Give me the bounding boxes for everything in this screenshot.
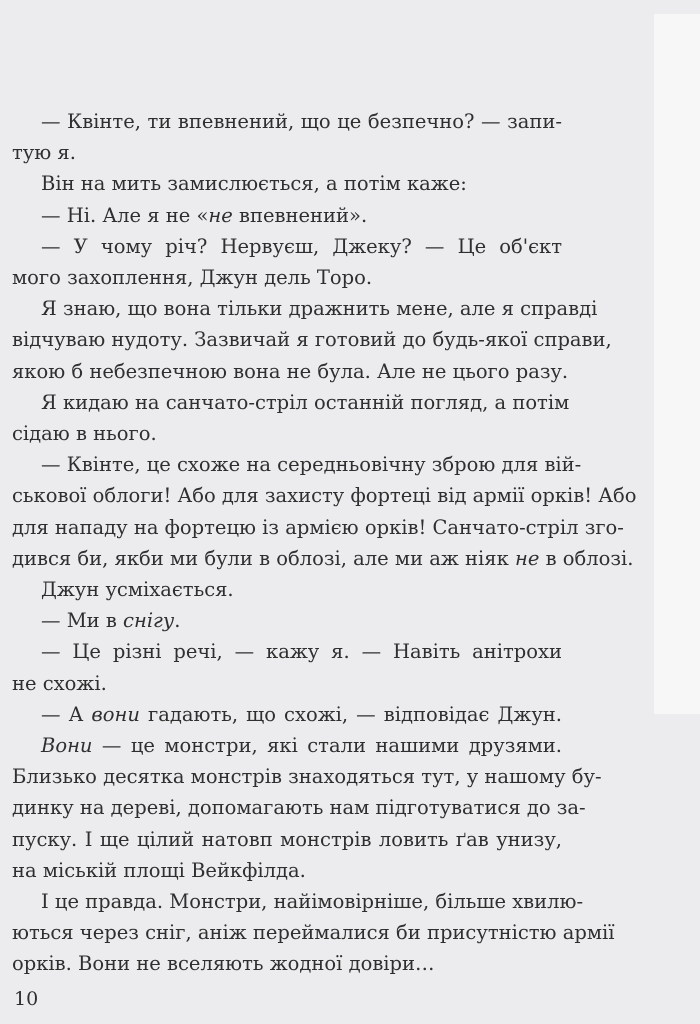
text-line — [12, 200, 562, 231]
text-line: динку на дереві, допомагають нам підготуватися до за- — [12, 796, 586, 820]
text-line — [12, 605, 562, 636]
text-line: тую я. — [12, 141, 76, 165]
text-run: дився би, якби ми були в облозі, але ми аж ніяк — [12, 546, 515, 570]
text-line: — Квінте, це схоже на середньовічну зброю для вій- — [41, 453, 582, 477]
text-run: — Ні. Але я не « — [41, 203, 209, 227]
text-line: ються через сніг, аніж переймалися би присутністю армії — [12, 921, 615, 945]
text-line: — У чому річ? Нервуєш, Джеку? — Це об'єкт — [41, 234, 562, 258]
text-line: мого захоплення, Джун дель Торо. — [12, 266, 373, 290]
text-line: Я кидаю на санчато-стріл останній погляд, а потім — [41, 390, 570, 414]
text-line — [12, 543, 634, 574]
page-number: 10 — [14, 988, 39, 1010]
text-line: І це правда. Монстри, найімовірніше, більше хвилю- — [41, 890, 584, 914]
text-run: в облозі. — [539, 546, 634, 570]
italic-run: не — [208, 203, 233, 227]
text-line: — Це різні речі, — кажу я. — Навіть анітрохи — [41, 640, 562, 664]
text-line: пуску. І ще цілий натовп монстрів ловить ґав унизу, — [12, 827, 562, 851]
text-run: гадають, що схожі, — відповідає Джун. — [139, 702, 562, 726]
text-line: якою б небезпечною вона не була. Але не цього разу. — [12, 359, 569, 383]
text-run: — Ми в — [41, 609, 124, 633]
text-line: Я знаю, що вона тільки дражнить мене, але я справді — [41, 297, 598, 321]
text-run: — це монстри, які стали нашими друзями. — [92, 734, 562, 758]
text-line: на міській площі Вейкфілда. — [12, 858, 306, 882]
text-line — [12, 699, 562, 730]
text-line: для нападу на фортецю із армією орків! Санчато-стріл зго- — [12, 515, 624, 539]
text-line — [12, 730, 562, 761]
text-line: Джун усміхається. — [41, 578, 234, 602]
text-line: не схожі. — [12, 671, 107, 695]
text-line: Близько десятка монстрів знаходяться тут, у нашому бу- — [12, 765, 602, 789]
text-line: ськової облоги! Або для захисту фортеці від армії орків! Або — [12, 484, 637, 508]
adjacent-page-edge — [654, 14, 700, 714]
text-line: орків. Вони не вселяють жодної довіри… — [12, 952, 435, 976]
text-run: — А — [41, 702, 92, 726]
text-line: Він на мить замислюється, а потім каже: — [41, 172, 467, 196]
text-run: . — [174, 609, 181, 633]
page-text — [12, 106, 637, 980]
text-line: сідаю в нього. — [12, 422, 157, 446]
italic-run: Вони — [41, 734, 93, 758]
text-line: — Квінте, ти впевнений, що це безпечно? — запи- — [41, 110, 562, 133]
italic-run: не — [514, 546, 540, 570]
text-line: відчуваю нудоту. Зазвичай я готовий до будь-якої справи, — [12, 328, 612, 352]
italic-run: вони — [91, 702, 140, 726]
text-run: впевнений». — [232, 203, 368, 227]
italic-run: снігу — [123, 609, 175, 633]
